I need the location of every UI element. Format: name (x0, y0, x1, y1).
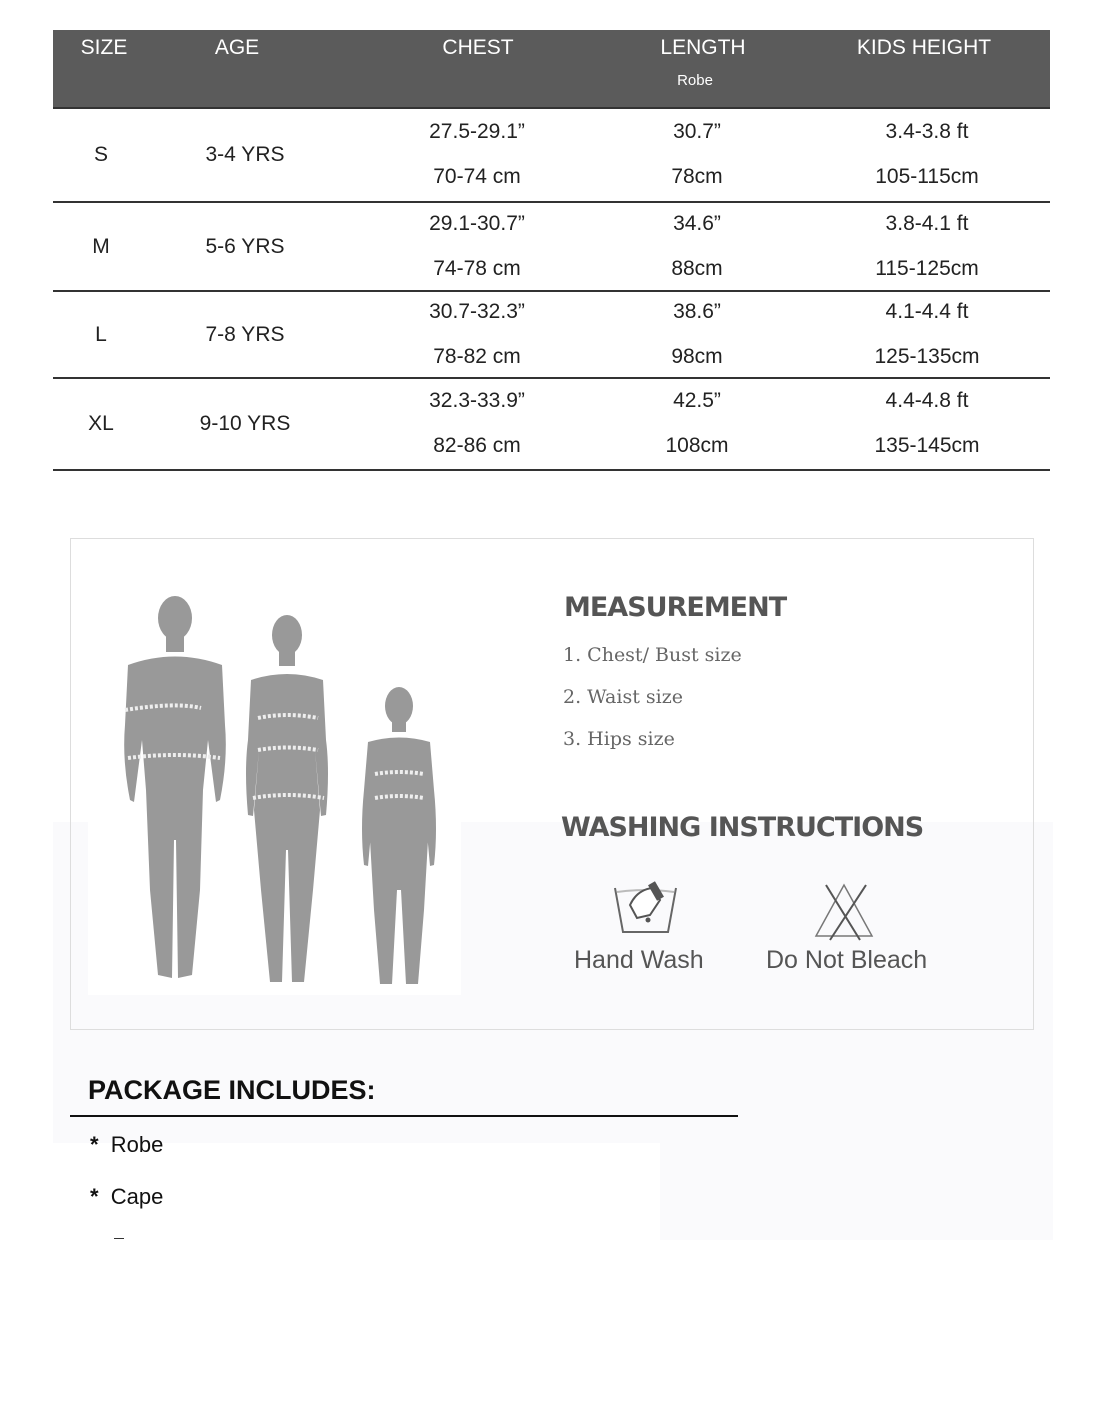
bullet: * (90, 1184, 99, 1209)
package-divider (70, 1115, 738, 1117)
cell-length-in: 30.7” (673, 119, 721, 143)
cell-size: L (95, 322, 107, 346)
header-chest: CHEST (442, 36, 514, 59)
package-item-label: Cape (110, 1184, 164, 1209)
hand-wash-icon (612, 880, 678, 936)
cell-height-cm: 135-145cm (874, 434, 980, 457)
cell-height-ft: 3.4-3.8 ft (885, 119, 969, 143)
measurement-item: 2. Waist size (563, 686, 683, 708)
measurement-title: MEASUREMENT (564, 592, 787, 623)
cell-chest-in: 27.5-29.1” (429, 119, 525, 143)
do-not-bleach-label: Do Not Bleach (766, 946, 928, 974)
package-item-label: Robe (110, 1132, 164, 1157)
table-row (53, 379, 1050, 471)
cell-size: S (93, 142, 109, 166)
cell-height-cm: 115-125cm (875, 256, 979, 280)
dash-mark (114, 1238, 124, 1239)
header-kids-height: KIDS HEIGHT (856, 36, 992, 59)
bullet: * (90, 1132, 99, 1157)
cell-height-ft: 3.8-4.1 ft (885, 211, 969, 235)
cell-chest-cm: 78-82 cm (433, 344, 521, 368)
package-title: PACKAGE INCLUDES: (88, 1075, 376, 1105)
cell-height-cm: 125-135cm (874, 344, 980, 368)
cell-size: XL (88, 412, 114, 435)
hand-wash-label: Hand Wash (574, 946, 704, 974)
package-item (90, 1132, 163, 1158)
cell-chest-in: 30.7-32.3” (429, 299, 525, 323)
cell-length-in: 34.6” (673, 211, 721, 235)
body-figures (88, 590, 461, 995)
cell-length-cm: 88cm (671, 256, 723, 280)
cell-height-ft: 4.1-4.4 ft (885, 299, 969, 323)
washing-title: WASHING INSTRUCTIONS (561, 812, 924, 843)
cell-chest-cm: 82-86 cm (433, 434, 521, 457)
size-table-header (53, 30, 1050, 109)
header-age: AGE (214, 36, 260, 59)
package-item (90, 1184, 163, 1210)
cell-age: 9-10 YRS (199, 412, 291, 435)
table-row (53, 203, 1050, 292)
cell-chest-in: 32.3-33.9” (429, 389, 525, 412)
cell-height-ft: 4.4-4.8 ft (885, 389, 969, 412)
cell-chest-in: 29.1-30.7” (429, 211, 525, 235)
measurement-item: 1. Chest/ Bust size (563, 644, 742, 666)
cell-length-cm: 108cm (665, 434, 729, 457)
table-row (53, 292, 1050, 379)
cell-length-in: 42.5” (673, 389, 721, 412)
table-row (53, 108, 1050, 203)
cell-length-cm: 78cm (671, 164, 723, 188)
cell-length-in: 38.6” (673, 299, 721, 323)
background-band (660, 1143, 1053, 1240)
body-silhouettes-icon (88, 590, 461, 995)
header-length-sub: Robe (677, 72, 713, 89)
cell-age: 3-4 YRS (205, 142, 285, 166)
cell-size: M (92, 234, 110, 258)
header-length: LENGTH (660, 36, 746, 59)
cell-length-cm: 98cm (671, 344, 723, 368)
cell-chest-cm: 74-78 cm (433, 256, 521, 280)
header-size: SIZE (80, 36, 128, 59)
cell-chest-cm: 70-74 cm (433, 164, 521, 188)
do-not-bleach-icon (814, 882, 874, 942)
cell-age: 7-8 YRS (205, 322, 285, 346)
cell-height-cm: 105-115cm (875, 164, 979, 188)
measurement-item: 3. Hips size (563, 728, 675, 750)
cell-age: 5-6 YRS (205, 234, 285, 258)
